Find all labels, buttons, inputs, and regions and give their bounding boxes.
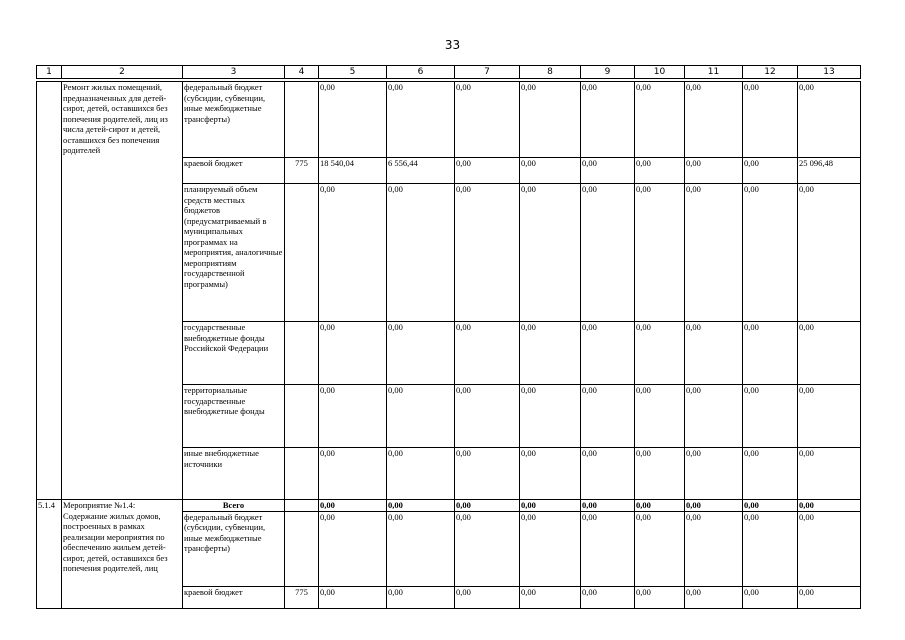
value-cell: 0,00: [319, 511, 387, 586]
value-cell: 0,00: [319, 586, 387, 608]
value-cell: 0,00: [455, 511, 520, 586]
value-cell: 0,00: [520, 586, 581, 608]
value-cell: 0,00: [387, 322, 455, 385]
value-cell: 0,00: [798, 385, 861, 448]
value-cell: 0,00: [798, 448, 861, 500]
value-cell: 0,00: [798, 500, 861, 512]
funding-source: федеральный бюджет (субсидии, субвенции, иные межбюджетные трансферты): [183, 511, 285, 586]
value-cell: 0,00: [455, 184, 520, 322]
value-cell: 0,00: [743, 322, 798, 385]
col-header-8: 8: [520, 66, 581, 79]
value-cell: 0,00: [581, 158, 635, 184]
value-cell: 0,00: [581, 448, 635, 500]
value-cell: 0,00: [743, 500, 798, 512]
value-cell: 0,00: [520, 184, 581, 322]
item-name: Мероприятие №1.4: Содержание жилых домов, построенных в рамках реализации мероприятия по обеспечению жильем детей-сирот, детей, оставшихся без попечения родителей, лиц: [62, 500, 183, 609]
value-cell: 0,00: [635, 82, 685, 158]
col-header-10: 10: [635, 66, 685, 79]
budget-code: [285, 448, 319, 500]
value-cell: 0,00: [455, 158, 520, 184]
table-row: [37, 500, 861, 512]
value-cell: 0,00: [319, 82, 387, 158]
value-cell: 0,00: [685, 448, 743, 500]
funding-source: планируемый объем средств местных бюджетов (предусматриваемый в муниципальных программах на мероприятия, аналогичные мероприятиям государственной программы): [183, 184, 285, 322]
value-cell: 6 556,44: [387, 158, 455, 184]
col-header-4: 4: [285, 66, 319, 79]
value-cell: 0,00: [455, 448, 520, 500]
budget-table: [36, 81, 861, 609]
funding-source: краевой бюджет: [183, 586, 285, 608]
value-cell: 0,00: [455, 322, 520, 385]
column-header-row: [36, 65, 861, 79]
value-cell: 0,00: [743, 511, 798, 586]
value-cell: 0,00: [387, 82, 455, 158]
value-cell: 0,00: [685, 82, 743, 158]
value-cell: 0,00: [581, 500, 635, 512]
value-cell: 0,00: [455, 500, 520, 512]
budget-code: 775: [285, 586, 319, 608]
value-cell: 0,00: [798, 184, 861, 322]
value-cell: 0,00: [743, 158, 798, 184]
funding-source: краевой бюджет: [183, 158, 285, 184]
value-cell: 0,00: [685, 500, 743, 512]
value-cell: 0,00: [685, 322, 743, 385]
value-cell: 0,00: [387, 511, 455, 586]
value-cell: 0,00: [798, 322, 861, 385]
item-number: 5.1.4: [37, 500, 62, 609]
value-cell: 0,00: [635, 448, 685, 500]
value-cell: 0,00: [685, 158, 743, 184]
col-header-5: 5: [319, 66, 387, 79]
value-cell: 0,00: [455, 82, 520, 158]
value-cell: 0,00: [520, 448, 581, 500]
value-cell: 0,00: [319, 448, 387, 500]
value-cell: 0,00: [319, 184, 387, 322]
budget-code: [285, 82, 319, 158]
funding-source: федеральный бюджет (субсидии, субвенции, иные межбюджетные трансферты): [183, 82, 285, 158]
value-cell: 0,00: [520, 322, 581, 385]
budget-code: [285, 322, 319, 385]
value-cell: 0,00: [635, 500, 685, 512]
col-header-12: 12: [743, 66, 798, 79]
value-cell: 0,00: [635, 385, 685, 448]
value-cell: 0,00: [685, 385, 743, 448]
value-cell: 0,00: [581, 184, 635, 322]
value-cell: 0,00: [319, 385, 387, 448]
funding-source: территориальные государственные внебюджетные фонды: [183, 385, 285, 448]
value-cell: 0,00: [798, 511, 861, 586]
value-cell: 0,00: [387, 184, 455, 322]
value-cell: 0,00: [635, 586, 685, 608]
value-cell: 0,00: [581, 586, 635, 608]
value-cell: 0,00: [387, 385, 455, 448]
value-cell: 0,00: [520, 385, 581, 448]
col-header-13: 13: [798, 66, 861, 79]
value-cell: 0,00: [798, 586, 861, 608]
value-cell: 0,00: [743, 385, 798, 448]
value-cell: 0,00: [319, 500, 387, 512]
col-header-7: 7: [455, 66, 520, 79]
value-cell: 0,00: [455, 385, 520, 448]
budget-code: [285, 184, 319, 322]
value-cell: 0,00: [520, 82, 581, 158]
value-cell: 0,00: [387, 586, 455, 608]
value-cell: 0,00: [387, 448, 455, 500]
value-cell: 18 540,04: [319, 158, 387, 184]
value-cell: 0,00: [581, 511, 635, 586]
funding-source: государственные внебюджетные фонды Российской Федерации: [183, 322, 285, 385]
funding-source: иные внебюджетные источники: [183, 448, 285, 500]
col-header-11: 11: [685, 66, 743, 79]
col-header-2: 2: [62, 66, 183, 79]
item-number: [37, 82, 62, 500]
budget-code: [285, 500, 319, 512]
value-cell: 0,00: [635, 184, 685, 322]
table-row: [37, 82, 861, 158]
value-cell: 0,00: [743, 586, 798, 608]
value-cell: 0,00: [743, 448, 798, 500]
value-cell: 0,00: [520, 500, 581, 512]
col-header-6: 6: [387, 66, 455, 79]
col-header-1: 1: [37, 66, 62, 79]
value-cell: 0,00: [635, 511, 685, 586]
page-number: 33: [444, 38, 461, 52]
col-header-9: 9: [581, 66, 635, 79]
budget-code: [285, 511, 319, 586]
value-cell: 0,00: [581, 322, 635, 385]
value-cell: 0,00: [581, 385, 635, 448]
value-cell: 0,00: [635, 322, 685, 385]
value-cell: 0,00: [743, 184, 798, 322]
value-cell: 0,00: [685, 511, 743, 586]
value-cell: 0,00: [520, 511, 581, 586]
funding-source-total: Всего: [183, 500, 285, 512]
col-header-3: 3: [183, 66, 285, 79]
value-cell: 0,00: [743, 82, 798, 158]
budget-code: [285, 385, 319, 448]
value-cell: 0,00: [455, 586, 520, 608]
value-cell: 0,00: [635, 158, 685, 184]
item-name: Ремонт жилых помещений, предназначенных для детей-сирот, детей, оставшихся без попечения родителей, лиц из числа детей-сирот и детей, оставшихся без попечения родителей: [62, 82, 183, 500]
value-cell: 0,00: [387, 500, 455, 512]
value-cell: 0,00: [685, 184, 743, 322]
value-cell: 0,00: [581, 82, 635, 158]
budget-code: 775: [285, 158, 319, 184]
value-cell: 0,00: [685, 586, 743, 608]
value-cell: 0,00: [798, 82, 861, 158]
value-cell: 25 096,48: [798, 158, 861, 184]
value-cell: 0,00: [319, 322, 387, 385]
value-cell: 0,00: [520, 158, 581, 184]
